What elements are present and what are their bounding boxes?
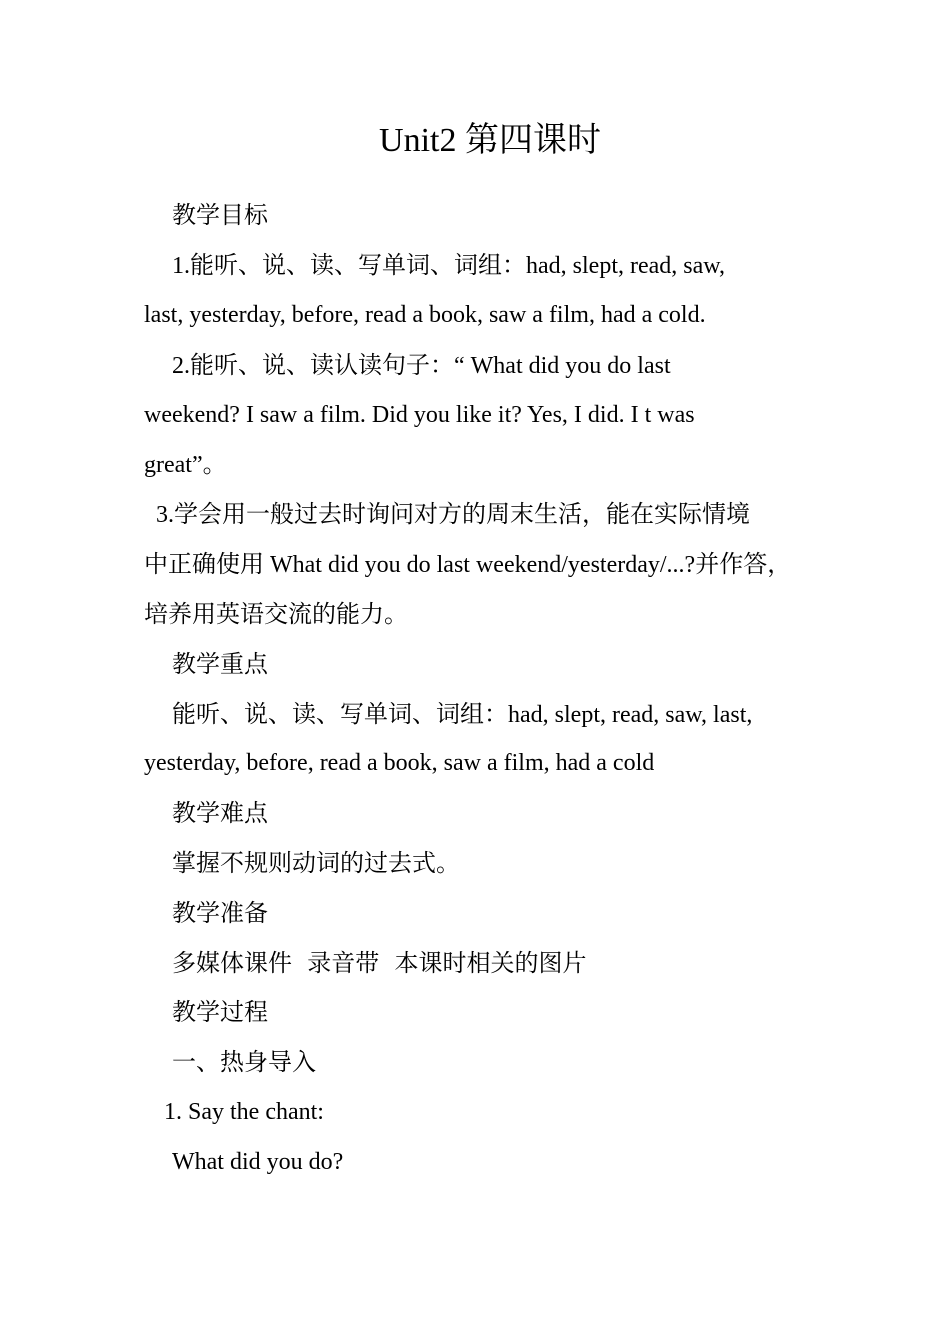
objective-3-line-3: 培养用英语交流的能力。 (144, 600, 408, 628)
objective-1-words: had, slept, read, saw, (526, 253, 726, 279)
objective-3-text: 学会用一般过去时询问对方的周末生活，能在实际情境 (174, 500, 750, 528)
objective-2-number: 2. (172, 353, 190, 379)
preparation-text: 多媒体课件 录音带 本课时相关的图片 (172, 949, 587, 977)
objective-2-label: 能听、说、读认读句子： (190, 351, 454, 379)
objective-2-line-3: great”。 (144, 452, 227, 478)
objectives-heading: 教学目标 (172, 201, 268, 229)
difficulties-text: 掌握不规则动词的过去式。 (172, 849, 460, 877)
objective-2-line-2: weekend? I saw a film. Did you like it? Yes, I did. I t was (144, 402, 695, 428)
process-step-1: 1. Say the chant: (164, 1099, 324, 1125)
objective-1-line-2: last, yesterday, before, read a book, saw a film, had a cold. (144, 302, 706, 328)
key-points-line-2: yesterday, before, read a book, saw a film, had a cold (144, 750, 655, 776)
process-heading: 教学过程 (172, 998, 268, 1026)
process-section-1: 一、热身导入 (172, 1048, 316, 1076)
key-points-heading: 教学重点 (172, 650, 268, 678)
key-points-words: had, slept, read, saw, last, (508, 702, 753, 728)
objective-1-number: 1. (172, 253, 190, 279)
objective-1-label: 能听、说、读、写单词、词组： (190, 251, 526, 279)
page-title: Unit2 第四课时 (379, 122, 601, 159)
chant-line-1: What did you do? (172, 1149, 344, 1175)
objective-3-number: 3. (156, 502, 174, 528)
difficulties-heading: 教学难点 (172, 799, 268, 827)
objective-3-line-1 (156, 497, 750, 532)
objective-3-line-2 (144, 547, 791, 582)
objective-3-cjk-b: 并作答， (695, 550, 792, 578)
key-points-line-1 (172, 697, 752, 732)
objective-3-cjk-a: 中正确使用 (144, 550, 264, 578)
objective-2-line-1 (172, 348, 671, 383)
objective-2-text: “ What did you do last (454, 353, 671, 379)
key-points-label: 能听、说、读、写单词、词组： (172, 700, 508, 728)
objective-3-question: What did you do last weekend/yesterday/...? (264, 552, 696, 578)
preparation-heading: 教学准备 (172, 899, 268, 927)
objective-1-line-1 (172, 248, 725, 283)
